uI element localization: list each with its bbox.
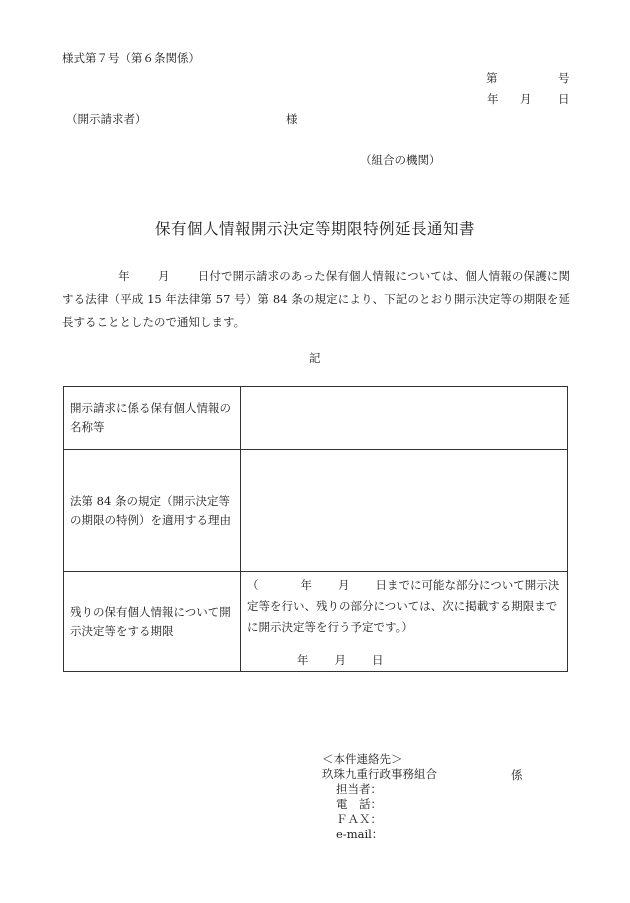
ki-heading: 記 [309, 351, 321, 365]
contact-phone: 電 話： [336, 797, 382, 811]
plan-open-paren: （ [247, 578, 259, 592]
form-number: 様式第７号（第６条関係） [62, 51, 200, 65]
document-number-suffix: 号 [558, 71, 570, 85]
notice-body [62, 265, 570, 334]
contact-fax: ＦＡＸ： [336, 812, 382, 826]
issuer-label: （組合の機関） [360, 153, 441, 167]
details-table [63, 386, 568, 672]
contact-section-suffix: 係 [511, 768, 523, 782]
contact-header: ＜本件連絡先＞ [322, 752, 403, 766]
table-row [64, 450, 568, 572]
row3-label: 残りの保有個人情報について開示決定等をする期限 [64, 572, 241, 672]
row1-label: 開示請求に係る保有個人情報の名称等 [64, 387, 241, 450]
table-row [64, 572, 568, 672]
plan-year: 年 [300, 578, 312, 592]
date-day: 日 [558, 92, 570, 106]
deadline-month: 月 [334, 653, 346, 667]
deadline-year: 年 [297, 653, 309, 667]
body-year: 年 [118, 269, 130, 283]
body-text: 日付で開示請求のあった保有個人情報については、個人情報の保護に関する法律（平成 15 年法律第 57 号）第 84 条の規定により、下記のとおり開示決定等の期限を延長することとしたので通知します。 [62, 269, 570, 329]
row3-plan [247, 575, 561, 638]
date-month: 月 [520, 92, 532, 106]
requester-honorific: 様 [286, 112, 298, 126]
body-month: 月 [157, 269, 170, 283]
document-number-prefix: 第 [486, 71, 498, 85]
row2-label: 法第 84 条の規定（開示決定等の期限の特例）を適用する理由 [64, 450, 241, 572]
contact-person: 担当者： [336, 782, 382, 796]
requester-label: （開示請求者） [66, 112, 147, 126]
plan-text: 日までに可能な部分について開示決定等を行い、残りの部分については、次に掲載する期限までに開示決定等を行う予定です。） [247, 578, 560, 634]
row2-value[interactable] [241, 450, 568, 572]
deadline-day: 日 [372, 653, 384, 667]
row1-value[interactable] [241, 387, 568, 450]
table-row [64, 387, 568, 450]
contact-email: e-mail： [336, 827, 384, 841]
plan-month: 月 [338, 578, 350, 592]
contact-organization: 玖珠九重行政事務組合 [322, 767, 437, 781]
row3-deadline [247, 652, 561, 668]
row3-value[interactable] [241, 572, 568, 672]
document-title: 保有個人情報開示決定等期限特例延長通知書 [154, 220, 475, 238]
contact-block [322, 752, 437, 842]
date-year: 年 [487, 92, 499, 106]
